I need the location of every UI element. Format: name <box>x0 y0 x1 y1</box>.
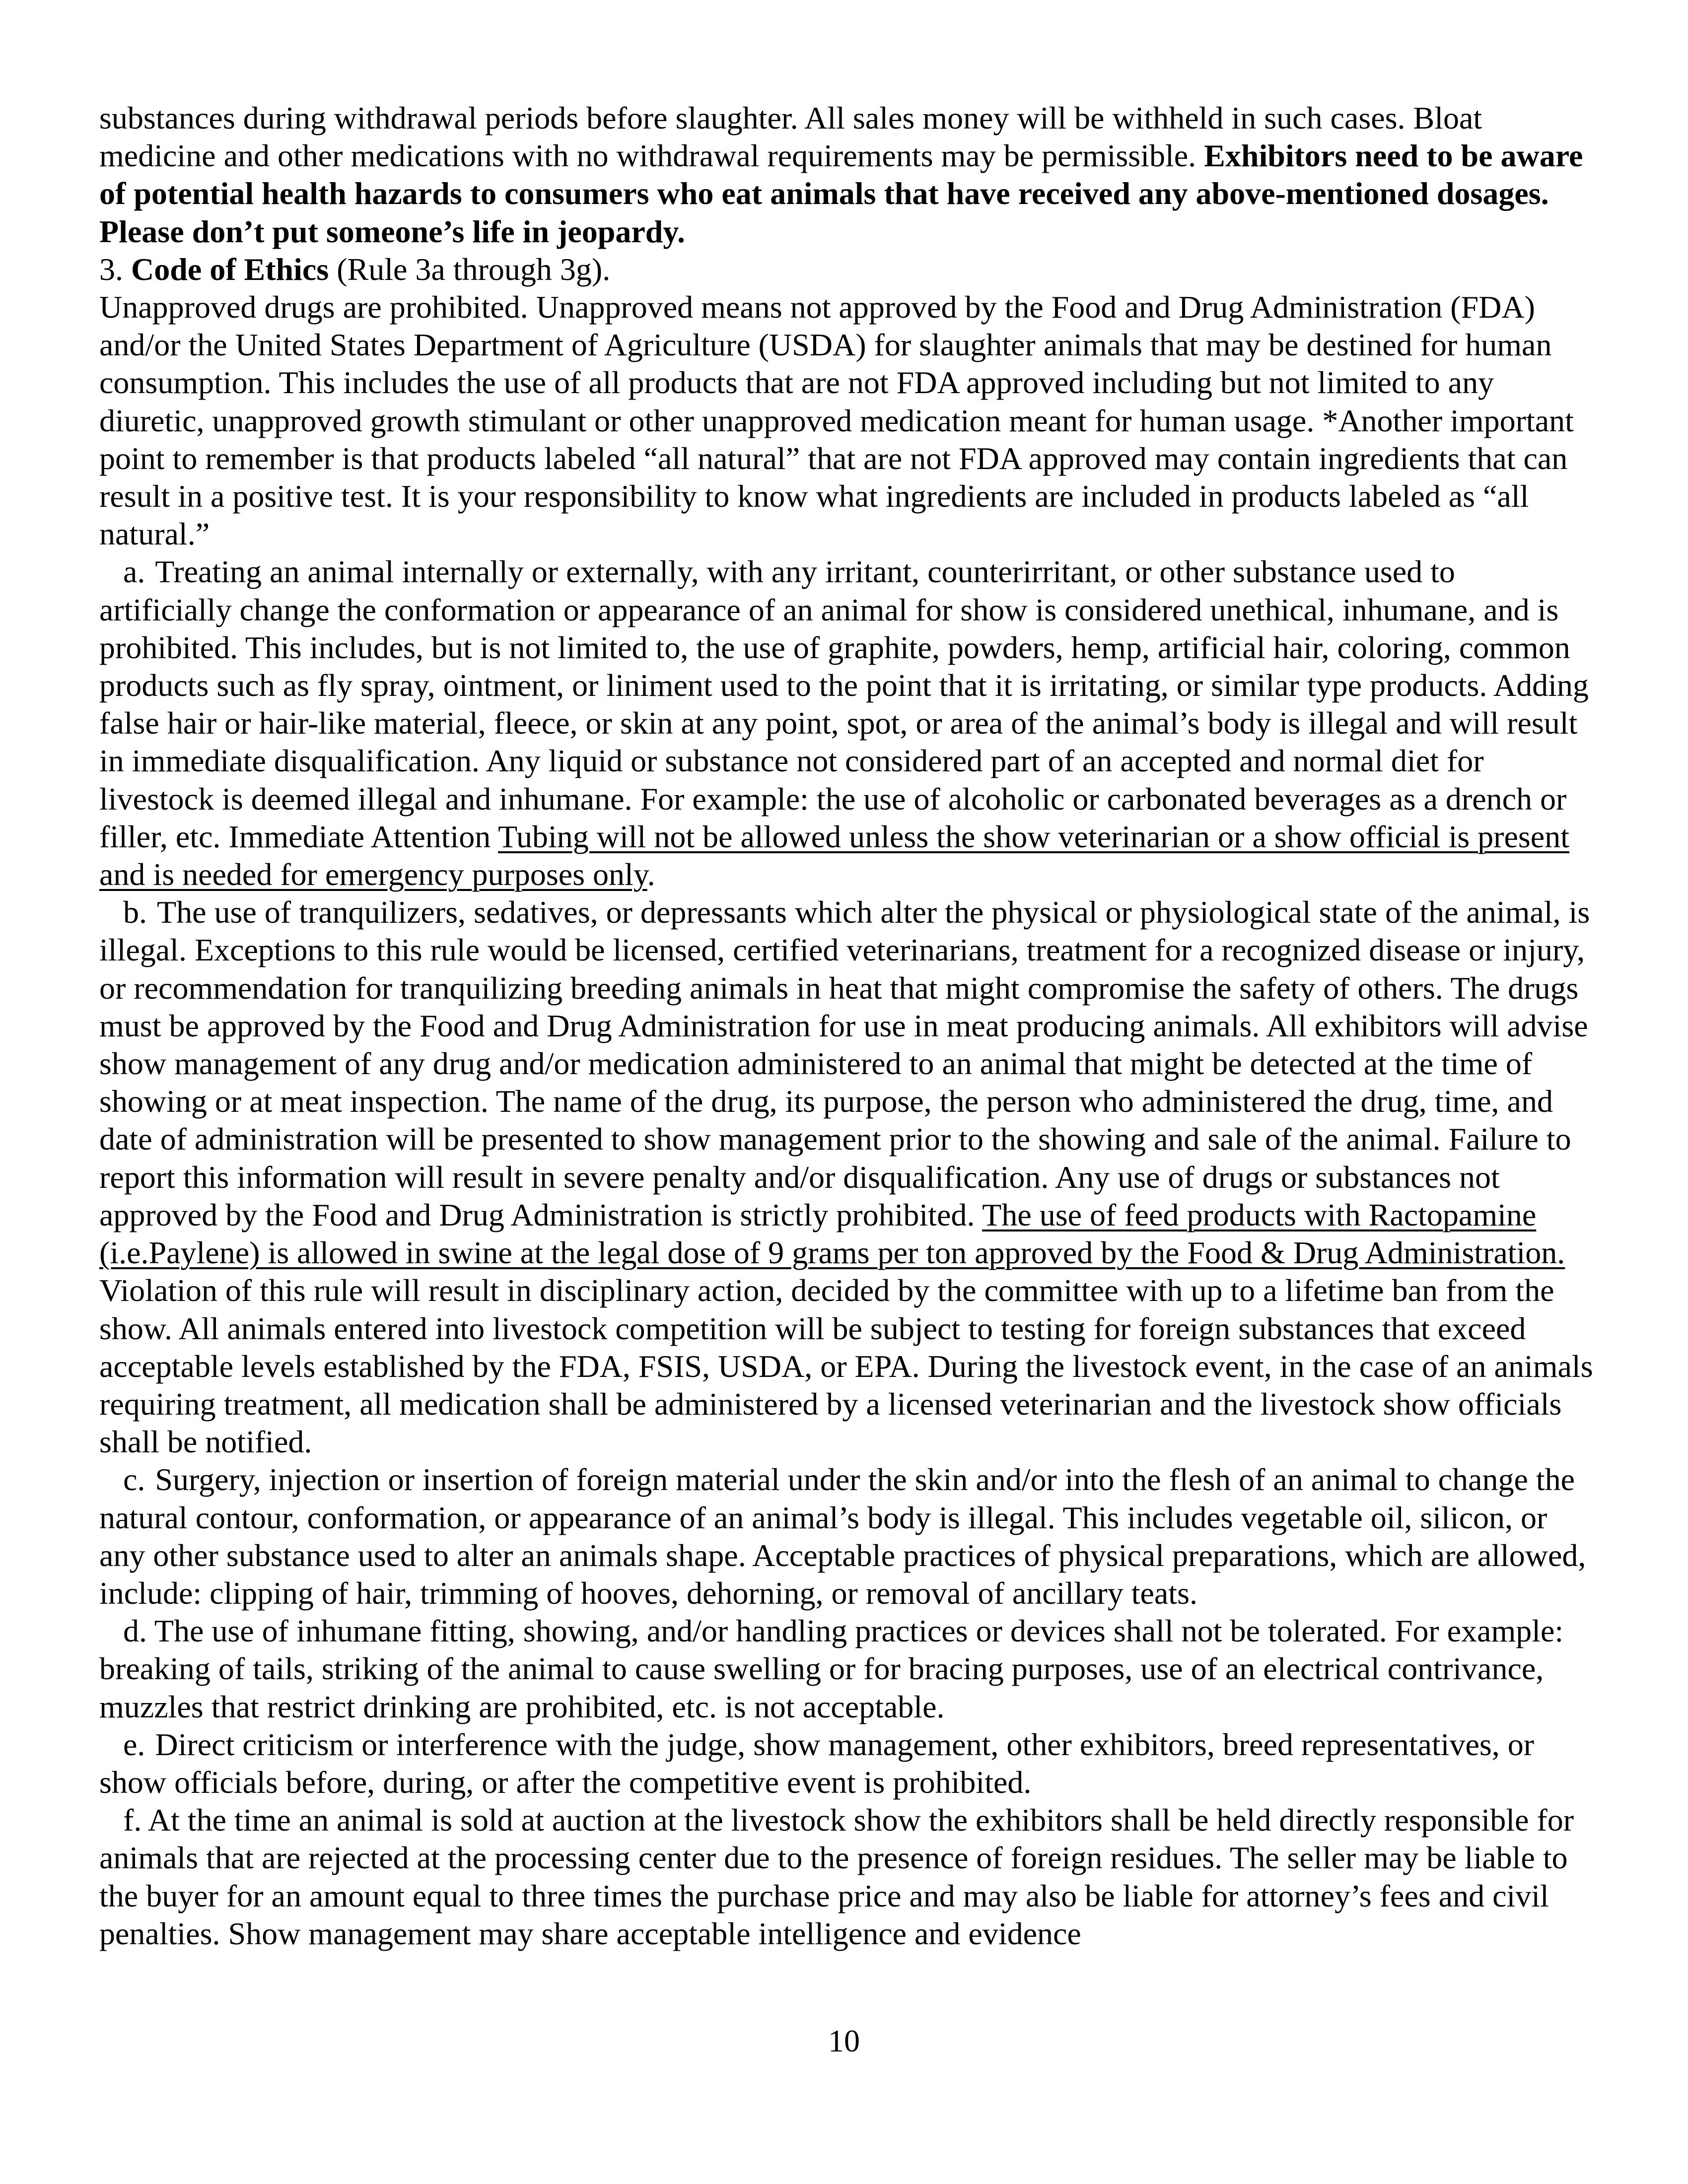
item-text-continued: Violation of this rule will result in disciplinary action, decided by the committee with up to a lifetime ban from the show. All animals entered into livestock competition will be subject to testing for foreign substances that exceed acceptable levels established by the FDA, FSIS, USDA, or EPA. During the livestock event, in the case of an animals requiring treatment, all medication shall be administered by a licensed veterinarian and the livestock show officials shall be notified. <box>99 1273 1593 1460</box>
intro-paragraph <box>99 99 1594 251</box>
item-text: Surgery, injection or insertion of foreign material under the skin and/or into the flesh of an animal to change the natural contour, conformation, or appearance of an animal’s body is illegal. This includes vegetable oil, silicon, or any other substance used to alter an animals shape. Acceptable practices of physical preparations, which are allowed, include: clipping of hair, trimming of hooves, dehorning, or removal of ancillary teats. <box>99 1462 1586 1611</box>
item-letter: e. <box>123 1726 145 1762</box>
rule-item-c <box>99 1461 1594 1612</box>
item-underlined-text: The use of feed products with Ractopamine (i.e.Paylene) is allowed in swine at the legal dose of 9 grams per ton approved by the Food & Drug Administration. <box>99 1197 1565 1271</box>
document-page <box>99 99 1594 1953</box>
item-underlined-text: Tubing will not be allowed unless the show veterinarian or a show official is present and is needed for emergency purposes only <box>99 819 1569 892</box>
rule-item-f <box>99 1801 1594 1953</box>
rule-item-b <box>99 893 1594 1461</box>
section-number: 3. <box>99 251 131 287</box>
item-letter: a. <box>123 554 145 590</box>
section-subtitle: (Rule 3a through 3g). <box>329 251 611 287</box>
item-text: Treating an animal internally or externally, with any irritant, counterirritant, or other substance used to artificially change the conformation or appearance of an animal for show is considered unethical, inhumane, and is prohibited. This includes, but is not limited to, the use of graphite, powders, hemp, artificial hair, coloring, common products such as fly spray, ointment, or liniment used to the point that it is irritating, or similar type products. Adding false hair or hair-like material, fleece, or skin at any point, spot, or area of the animal’s body is illegal and will result in immediate disqualification. Any liquid or substance not considered part of an accepted and normal diet for livestock is deemed illegal and inhumane. For example: the use of alcoholic or carbonated beverages as a drench or filler, etc. Immediate Attention <box>99 554 1589 854</box>
page-number: 10 <box>828 2023 860 2058</box>
intro-text: substances during withdrawal periods before slaughter. All sales money will be withheld in such cases. Bloat medicine and other medications with no withdrawal requirements may be permissible. <box>99 100 1482 174</box>
intro-warning: Exhibitors need to be aware of potential health hazards to consumers who eat animals that have received any above-mentioned dosages. Please don’t put someone’s life in jeopardy. <box>99 138 1583 249</box>
item-text: The use of tranquilizers, sedatives, or depressants which alter the physical or physiological state of the animal, is illegal. Exceptions to this rule would be licensed, certified veterinarians, treatment for a recognized disease or injury, or recommendation for tranquilizing breeding animals in heat that might compromise the safety of others. The drugs must be approved by the Food and Drug Administration for use in meat producing animals. All exhibitors will advise show management of any drug and/or medication administered to an animal that might be detected at the time of showing or at meat inspection. The name of the drug, its purpose, the person who administered the drug, time, and date of administration will be presented to show management prior to the showing and sale of the animal. Failure to report this information will result in severe penalty and/or disqualification. Any use of drugs or substances not approved by the Food and Drug Administration is strictly prohibited. <box>99 894 1590 1232</box>
item-letter: d. <box>123 1613 147 1649</box>
item-text: At the time an animal is sold at auction at the livestock show the exhibitors shall be held directly responsible for animals that are rejected at the processing center due to the presence of foreign residues. The seller may be liable to the buyer for an amount equal to three times the purchase price and may also be liable for attorney’s fees and civil penalties. Show management may share acceptable intelligence and evidence <box>99 1802 1574 1951</box>
item-text: Direct criticism or interference with the judge, show management, other exhibitors, breed representatives, or show officials before, during, or after the competitive event is prohibited. <box>99 1726 1535 1800</box>
item-text: The use of inhumane fitting, showing, and/or handling practices or devices shall not be tolerated. For example: breaking of tails, striking of the animal to cause swelling or for bracing purposes, use of an electrical contrivance, muzzles that restrict drinking are prohibited, etc. is not acceptable. <box>99 1613 1564 1724</box>
unapproved-drugs-paragraph: Unapproved drugs are prohibited. Unapproved means not approved by the Food and Drug Administration (FDA) and/or the United States Department of Agriculture (USDA) for slaughter animals that may be destined for human consumption. This includes the use of all products that are not FDA approved including but not limited to any diuretic, unapproved growth stimulant or other unapproved medication meant for human usage. *Another important point to remember is that products labeled “all natural” that are not FDA approved may contain ingredients that can result in a positive test. It is your responsibility to know what ingredients are included in products labeled as “all natural.” <box>99 289 1574 552</box>
item-end: . <box>647 857 655 892</box>
item-letter: f. <box>123 1802 142 1838</box>
rule-item-a <box>99 553 1594 893</box>
section-title: Code of Ethics <box>131 251 329 287</box>
rule-item-e <box>99 1726 1594 1801</box>
section-heading <box>99 251 1594 288</box>
rule-item-d <box>99 1612 1594 1726</box>
item-letter: c. <box>123 1462 145 1498</box>
item-letter: b. <box>123 894 147 930</box>
